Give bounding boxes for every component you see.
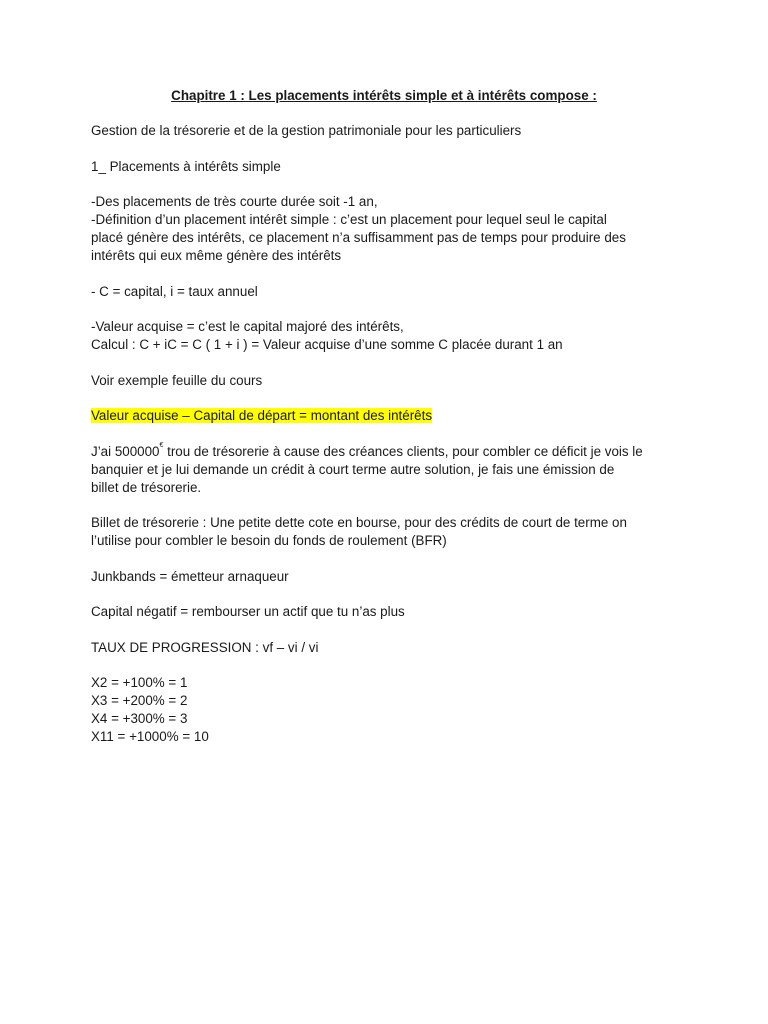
multiplier-line: X4 = +300% = 3 [91, 711, 188, 726]
jai-suffix: trou de trésorerie à cause des créances clients, pour combler ce déficit je vois le [163, 444, 643, 459]
paragraph-line: Capital négatif = rembourser un actif que tu n’as plus [91, 604, 405, 619]
variables-paragraph [91, 283, 691, 301]
taux-progression-paragraph [91, 639, 691, 657]
junkbands-paragraph [91, 568, 691, 586]
multiplier-line: X11 = +1000% = 10 [91, 729, 209, 744]
highlighted-text: Valeur acquise – Capital de départ = montant des intérêts [91, 408, 433, 423]
paragraph-line: Junkbands = émetteur arnaqueur [91, 569, 289, 584]
multipliers-list [91, 674, 691, 746]
billet-paragraph [91, 514, 691, 550]
jai-paragraph [91, 443, 691, 497]
subtitle [91, 122, 691, 140]
paragraph-line: Calcul : C + iC = C ( 1 + i ) = Valeur acquise d’une somme C placée durant 1 an [91, 337, 563, 352]
paragraph-line: -Valeur acquise = c’est le capital majoré des intérêts, [91, 319, 404, 334]
chapter-title: Chapitre 1 : Les placements intérêts simple et à intérêts compose : [171, 88, 597, 103]
valeur-acquise-paragraph [91, 318, 691, 354]
paragraph-line: Billet de trésorerie : Une petite dette cote en bourse, pour des crédits de court de terme on [91, 515, 627, 530]
paragraph-line: TAUX DE PROGRESSION : vf – vi / vi [91, 640, 319, 655]
paragraph-line: intérêts qui eux même génère des intérêts [91, 248, 342, 263]
jai-prefix: J’ai 500000 [91, 444, 160, 459]
multiplier-line: X3 = +200% = 2 [91, 693, 188, 708]
section-heading-line: 1_ Placements à intérêts simple [91, 159, 281, 174]
paragraph-line [91, 443, 691, 461]
voir-exemple-paragraph [91, 372, 691, 390]
paragraph-line: -Définition d’un placement intérêt simple : c’est un placement pour lequel seul le capital [91, 212, 607, 227]
paragraph-line: - C = capital, i = taux annuel [91, 284, 258, 299]
paragraph-line: -Des placements de très courte durée soit -1 an, [91, 194, 378, 209]
section-heading [91, 158, 691, 176]
paragraph-line: l’utilise pour combler le besoin du fonds de roulement (BFR) [91, 533, 447, 548]
definition-paragraph [91, 193, 691, 265]
paragraph-line: Voir exemple feuille du cours [91, 373, 263, 388]
subtitle-line: Gestion de la trésorerie et de la gestion patrimoniale pour les particuliers [91, 123, 522, 138]
highlight-line [91, 407, 691, 425]
paragraph-line: placé génère des intérêts, ce placement n’a suffisamment pas de temps pour produire des [91, 230, 626, 245]
capital-negatif-paragraph [91, 603, 691, 621]
multiplier-line: X2 = +100% = 1 [91, 675, 188, 690]
highlighted-formula [91, 407, 691, 425]
paragraph-line: banquier et je lui demande un crédit à court terme autre solution, je fais une émission de [91, 462, 615, 477]
paragraph-line: billet de trésorerie. [91, 480, 202, 495]
euro-superscript: € [159, 442, 164, 449]
